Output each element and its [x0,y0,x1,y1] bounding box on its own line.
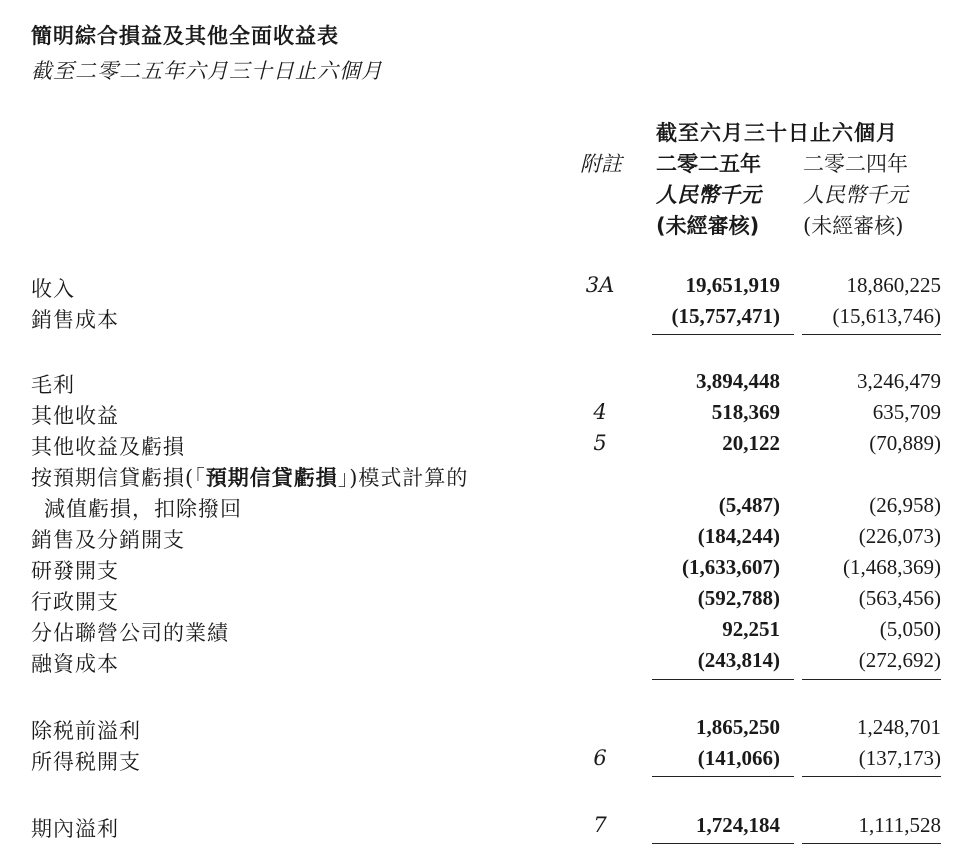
value-2025: 20,122 [722,431,780,455]
col1-year: 二零二五年 [656,152,761,176]
value-2024: (563,456) [858,586,941,610]
value-2024: (5,050) [879,617,941,641]
col2-unit: 人民幣千元 [803,183,908,207]
row-label-prefix: 按預期信貸虧損(「 [31,466,206,490]
value-2025: (5,487) [718,493,780,517]
value-2025: 92,251 [722,617,780,641]
total-rule [652,843,794,844]
value-2025: (15,757,471) [671,304,780,328]
subtotal-rule [652,776,794,777]
value-2025: (1,633,607) [682,555,780,579]
row-label: 其他收益 [31,404,119,428]
row-note: 7 [593,813,607,837]
value-2024: (15,613,746) [832,304,941,328]
col1-unit: 人民幣千元 [656,183,761,207]
value-2025: 3,894,448 [696,369,780,393]
row-label: 融資成本 [31,652,119,676]
subtotal-rule [652,679,794,680]
value-2024: 635,709 [872,400,941,424]
row-label: 其他收益及虧損 [31,435,185,459]
row-label-line2: 減值虧損，扣除撥回 [44,497,242,521]
total-rule [802,843,941,844]
value-2024: (26,958) [869,493,941,517]
value-2024: (70,889) [869,431,941,455]
period-header: 截至六月三十日止六個月 [656,121,898,145]
value-2025: 19,651,919 [685,273,780,297]
row-label: 行政開支 [31,590,119,614]
subtotal-rule [802,776,941,777]
row-label: 分佔聯營公司的業績 [31,621,229,645]
col1-status: (未經審核) [656,214,760,238]
value-2025: (592,788) [697,586,780,610]
value-2024: 3,246,479 [857,369,941,393]
note-column-header: 附註 [580,152,622,176]
value-2024: (137,173) [858,746,941,770]
subtotal-rule [802,679,941,680]
value-2024: (226,073) [858,524,941,548]
subtotal-rule [652,334,794,335]
row-label: 期內溢利 [31,817,119,841]
col2-status: (未經審核) [803,214,904,238]
value-2025: (243,814) [697,648,780,672]
row-note: 6 [593,746,607,770]
row-label [31,462,468,492]
value-2024: 18,860,225 [846,273,941,297]
value-2025: (184,244) [697,524,780,548]
row-label: 銷售及分銷開支 [31,528,185,552]
row-note: 3A [585,273,615,297]
value-2025: (141,066) [697,746,780,770]
row-label-suffix: 」)模式計算的 [337,466,469,490]
row-label-defined-term: 預期信貸虧損 [205,466,338,490]
row-label: 除税前溢利 [31,719,141,743]
value-2024: (1,468,369) [843,555,941,579]
value-2024: 1,248,701 [857,715,941,739]
value-2025: 1,724,184 [696,813,780,837]
value-2024: 1,111,528 [858,813,941,837]
row-note: 5 [593,431,607,455]
value-2025: 518,369 [711,400,780,424]
row-label: 收入 [31,277,75,301]
value-2025: 1,865,250 [696,715,780,739]
row-label: 所得税開支 [31,750,141,774]
value-2024: (272,692) [858,648,941,672]
statement-subtitle: 截至二零二五年六月三十日止六個月 [31,59,383,83]
row-label: 銷售成本 [31,308,119,332]
subtotal-rule [802,334,941,335]
col2-year: 二零二四年 [803,152,908,176]
row-label: 毛利 [31,373,75,397]
row-note: 4 [593,400,607,424]
row-label: 研發開支 [31,559,119,583]
statement-title: 簡明綜合損益及其他全面收益表 [31,24,339,48]
